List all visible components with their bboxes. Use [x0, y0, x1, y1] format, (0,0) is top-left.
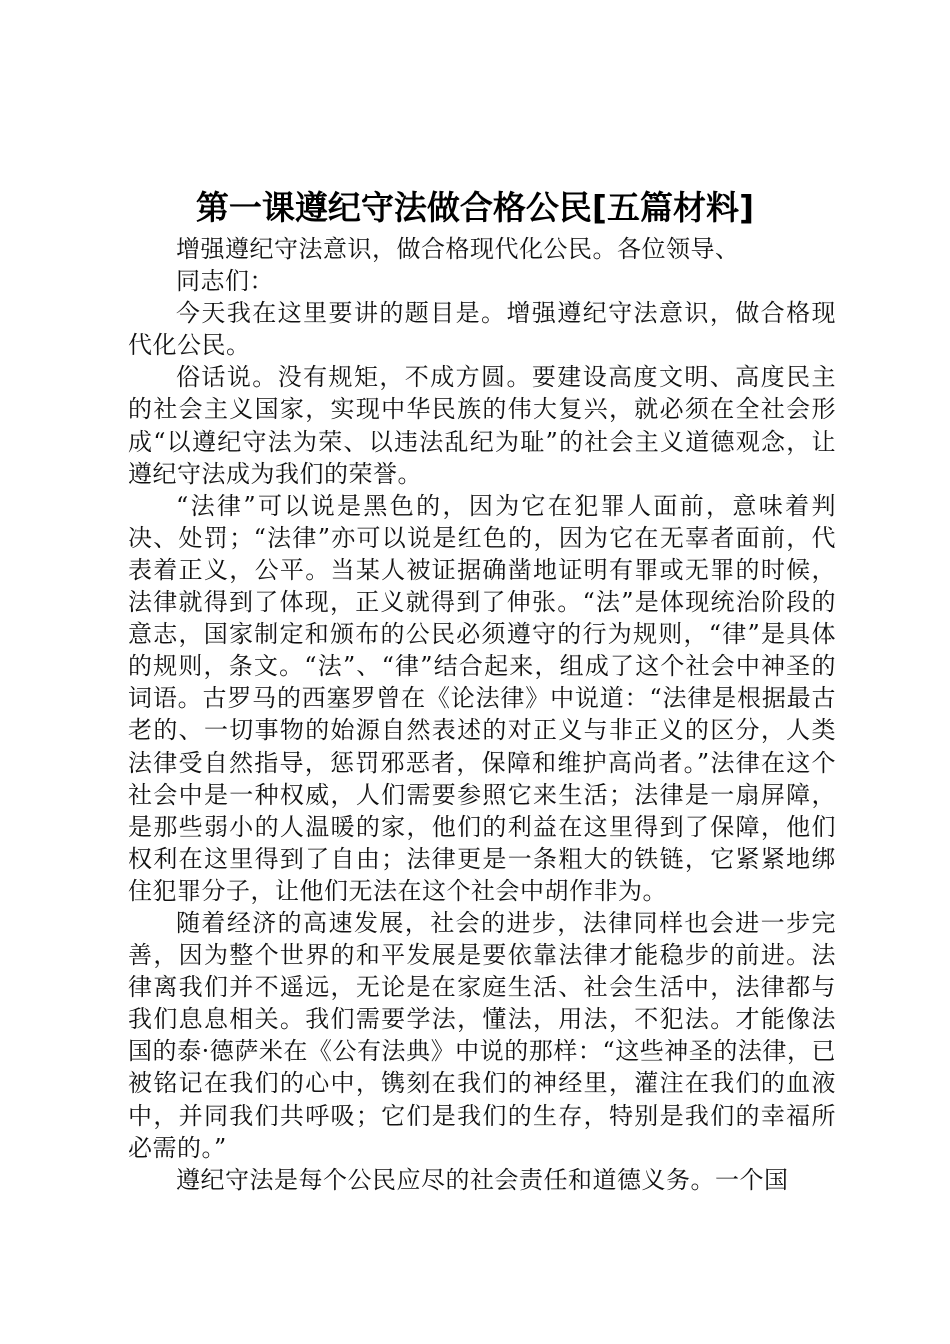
- salutation: 同志们：: [176, 267, 274, 296]
- paragraph-2: 俗话说。没有规矩，不成方圆。要建设高度文明、高度民主的社会主义国家，实现中华民族的伟大复兴，就必须在全社会形成“以遵纪守法为荣、以违法乱纪为耻”的社会主义道德观念，让遵纪守法成为我们的荣誉。: [128, 363, 836, 488]
- document-body: [128, 233, 836, 1196]
- document-subtitle: 增强遵纪守法意识，做合格现代化公民。各位领导、: [176, 235, 740, 263]
- paragraph-1: 今天我在这里要讲的题目是。增强遵纪守法意识，做合格现代化公民。: [128, 299, 836, 360]
- paragraph-4: 随着经济的高速发展，社会的进步，法律同样也会进一步完善，因为整个世界的和平发展是要依靠法律才能稳步的前进。法律离我们并不遥远，无论是在家庭生活、社会生活中，法律都与我们息息相关。我们需要学法，懂法，用法，不犯法。才能像法国的泰·德萨米在《公有法典》中说的那样：“这些神圣的法律，已被铭记在我们的心中，镌刻在我们的神经里，灌注在我们的血液中，并同我们共呼吸；它们是我们的生存，特别是我们的幸福所必需的。”: [128, 908, 836, 1162]
- document-title: 第一课遵纪守法做合格公民[五篇材料]: [195, 188, 755, 227]
- paragraph-3: “法律”可以说是黑色的，因为它在犯罪人面前，意味着判决、处罚；“法律”亦可以说是红色的，因为它在无辜者面前，代表着正义，公平。当某人被证据确凿地证明有罪或无罪的时候，法律就得到了体现，正义就得到了伸张。“法”是体现统治阶段的意志，国家制定和颁布的公民必须遵守的行为规则，“律”是具体的规则，条文。“法”、“律”结合起来，组成了这个社会中神圣的词语。古罗马的西塞罗曾在《论法律》中说道：“法律是根据最古老的、一切事物的始源自然表述的对正义与非正义的区分，人类法律受自然指导，惩罚邪恶者，保障和维护高尚者。”法律在这个社会中是一种权威，人们需要参照它来生活；法律是一扇屏障，是那些弱小的人温暖的家，他们的利益在这里得到了保障，他们权利在这里得到了自由；法律更是一条粗大的铁链，它紧紧地绑住犯罪分子，让他们无法在这个社会中胡作非为。: [128, 491, 836, 905]
- paragraph-5: 遵纪守法是每个公民应尽的社会责任和道德义务。一个国: [176, 1165, 789, 1194]
